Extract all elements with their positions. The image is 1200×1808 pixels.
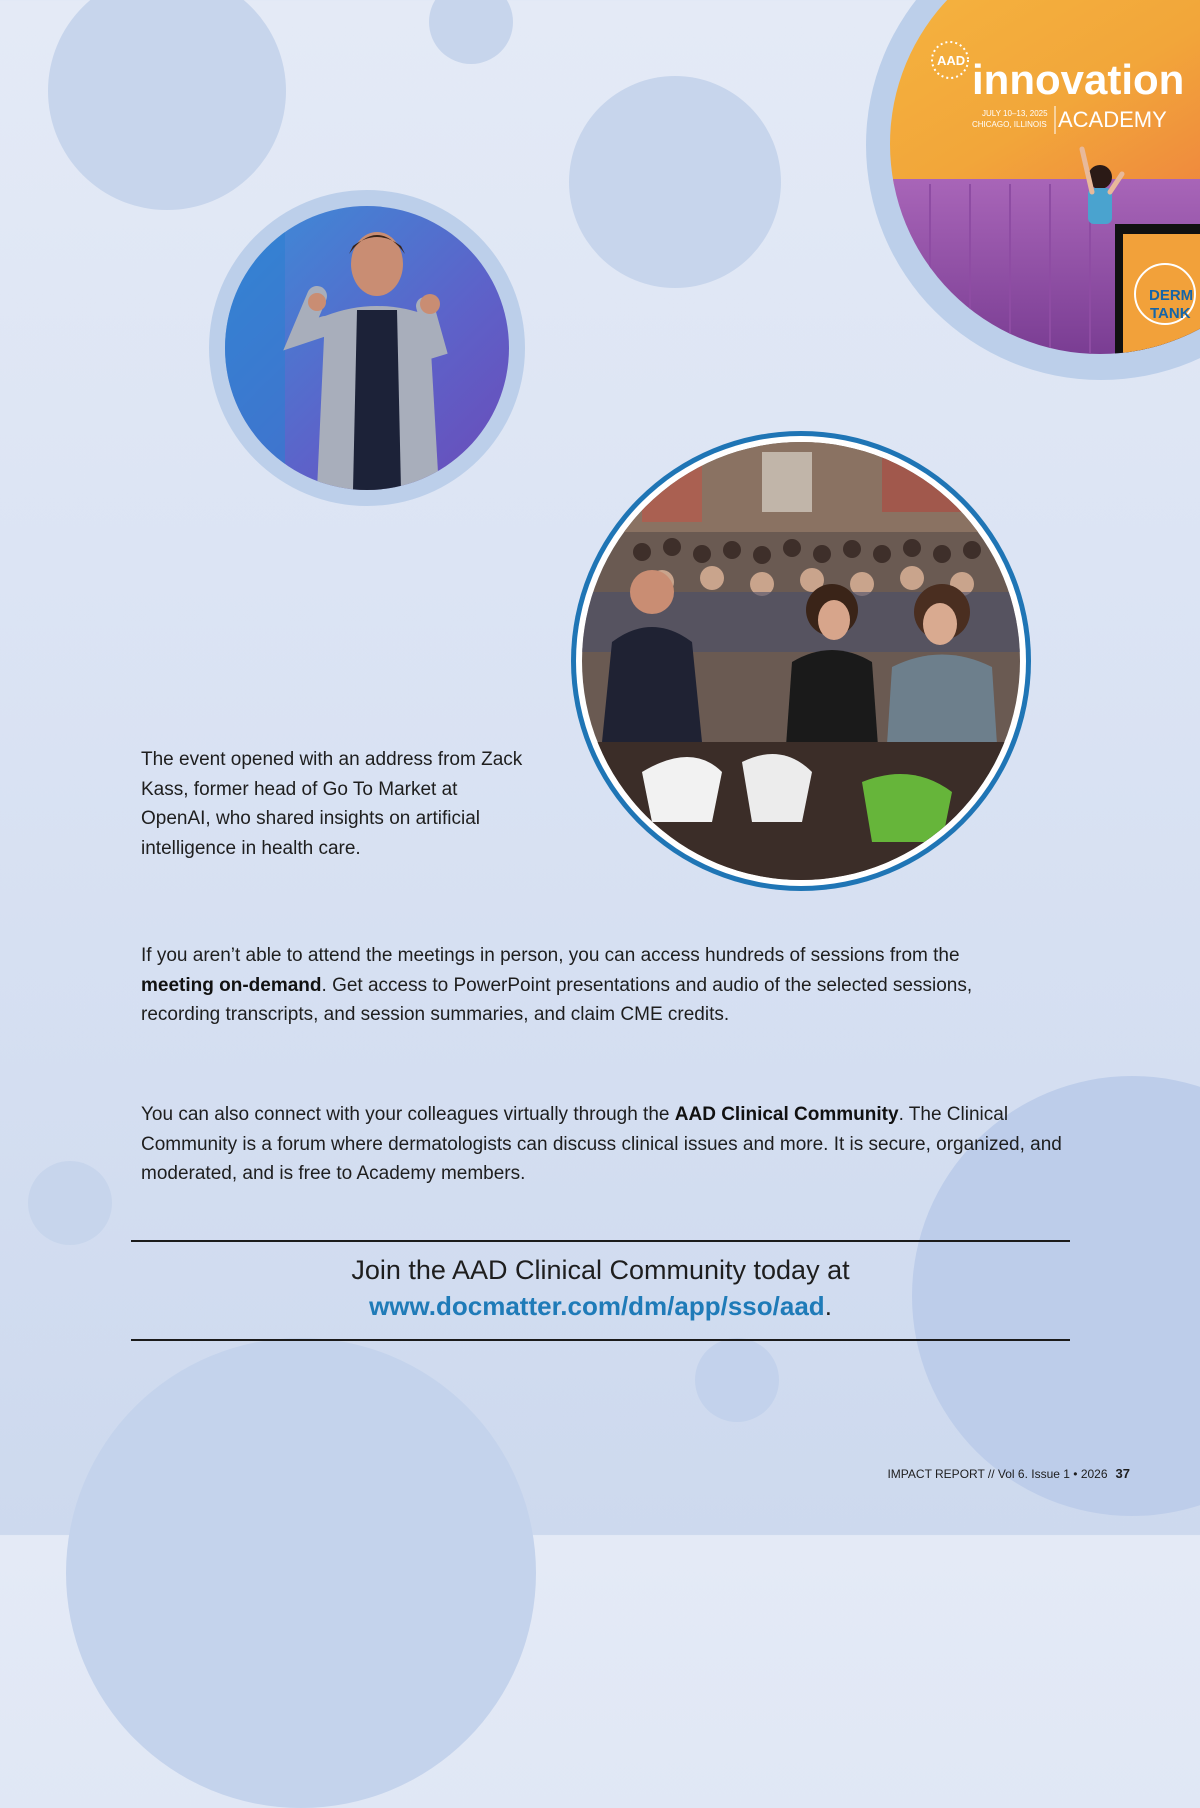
page-number: 37 [1115, 1466, 1130, 1481]
clinical-community-paragraph-rest: . The Clinical Community is a forum where dermatologists can discuss clinical issues and more. It is secure, organized, and moderated, and is free to Academy members. [141, 1104, 1062, 1184]
clinical-community-paragraph [141, 1100, 1066, 1189]
meeting-on-demand-emphasis: meeting on-demand [141, 974, 322, 996]
speaker-photo [225, 206, 509, 490]
clinical-community-emphasis: AAD Clinical Community [674, 1104, 899, 1125]
decorative-bubble [695, 1338, 779, 1422]
banner-subtitle: ACADEMY [1058, 107, 1167, 132]
banner-location: CHICAGO, ILLINOIS [972, 120, 1047, 129]
decorative-bubble [429, 0, 513, 64]
on-demand-paragraph-rest: . Get access to PowerPoint presentations and audio of the selected sessions, recording transcripts, and session summaries, and claim CME credits. [141, 974, 973, 1025]
banner-title: innovation [972, 56, 1185, 103]
cta-block [131, 1252, 1070, 1324]
cta-link-line [131, 1288, 1070, 1324]
decorative-bubble [66, 1338, 536, 1808]
cta-period: . [824, 1291, 832, 1321]
docmatter-link[interactable]: www.docmatter.com/dm/app/sso/aad [369, 1291, 825, 1321]
audience-photo [582, 442, 1020, 880]
banner-logo: AAD [937, 53, 966, 68]
clinical-community-paragraph-intro: You can also connect with your colleagues virtually through the [141, 1104, 670, 1125]
page-footer [887, 1466, 1130, 1481]
podium-sign-line2: TANK [1150, 305, 1191, 322]
cta-bottom-rule [131, 1339, 1070, 1341]
podium-sign-line1: DERM [1149, 287, 1194, 304]
decorative-bubble [569, 76, 781, 288]
cta-top-rule [131, 1240, 1070, 1242]
speaker-caption: The event opened with an address from Zack Kass, former head of Go To Market at OpenAI, who shared insights on artificial intelligence in health care. [141, 749, 523, 859]
on-demand-paragraph-intro: If you aren’t able to attend the meetings in person, you can access hundreds of sessions from the [141, 945, 960, 966]
on-demand-paragraph [141, 941, 1021, 1030]
decorative-bubble [48, 0, 286, 210]
decorative-bubble [28, 1161, 112, 1245]
banner-dates: JULY 10–13, 2025 [982, 109, 1048, 118]
cta-heading: Join the AAD Clinical Community today at [351, 1255, 850, 1285]
publication-info: IMPACT REPORT // Vol 6. Issue 1 • 2026 [887, 1467, 1108, 1481]
